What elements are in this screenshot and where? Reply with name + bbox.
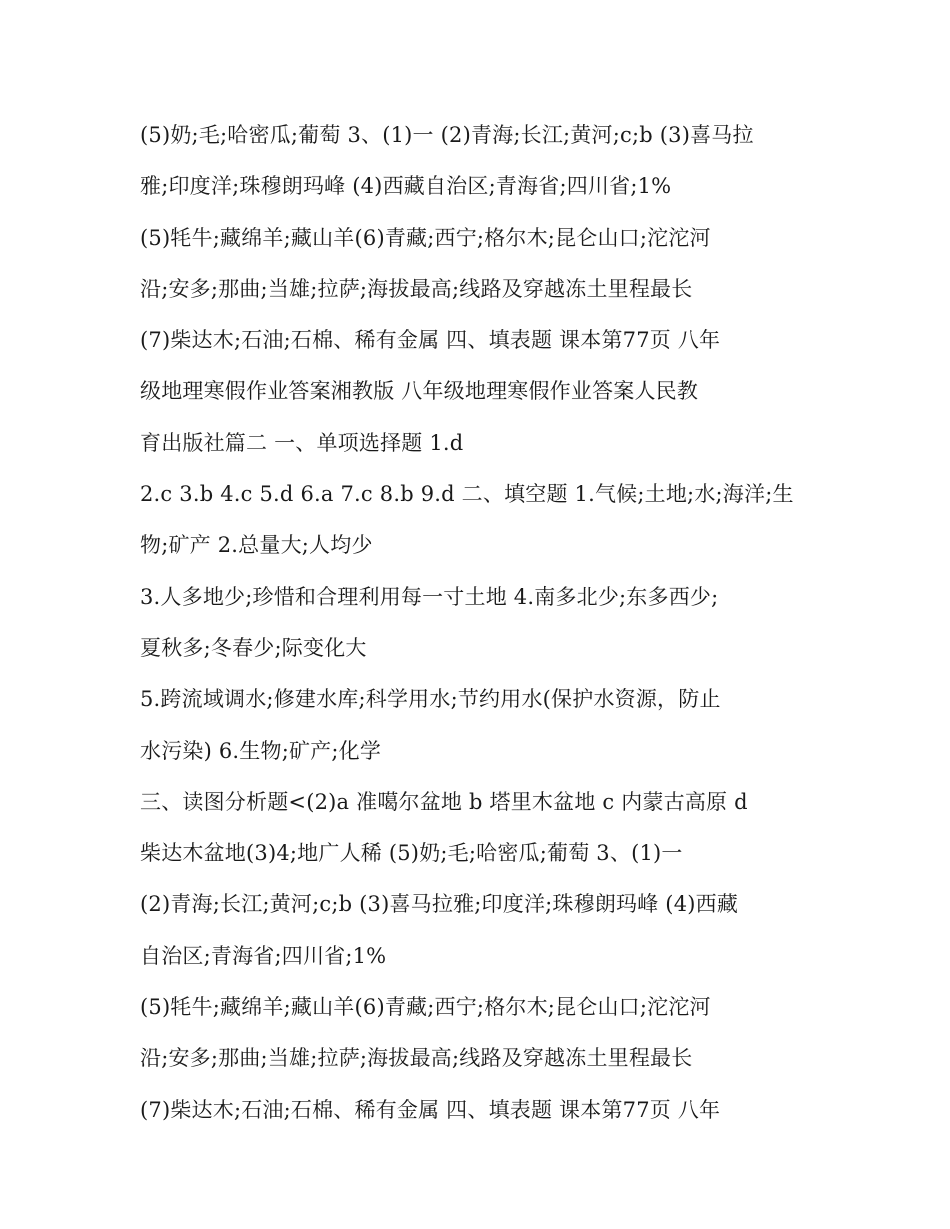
text-line: 级地理寒假作业答案湘教版 八年级地理寒假作业答案人民教 bbox=[140, 379, 699, 404]
text-line: 三、读图分析题<(2)a 准噶尔盆地 b 塔里木盆地 c 内蒙古高原 d bbox=[140, 789, 748, 814]
document-body bbox=[140, 110, 820, 1136]
text-line: (5)奶;毛;哈密瓜;葡萄 3、(1)一 (2)青海;长江;黄河;c;b (3)喜马拉 bbox=[140, 123, 754, 147]
text-line: 2.c 3.b 4.c 5.d 6.a 7.c 8.b 9.d 二、填空题 1.气候;土地;水;海洋;生 bbox=[140, 482, 794, 507]
text-line: 雅;印度洋;珠穆朗玛峰 (4)西藏自治区;青海省;四川省;1% bbox=[140, 174, 672, 199]
text-line: (7)柴达木;石油;石棉、稀有金属 四、填表题 课本第77页 八年 bbox=[140, 1097, 721, 1122]
text-line: (2)青海;长江;黄河;c;b (3)喜马拉雅;印度洋;珠穆朗玛峰 (4)西藏 bbox=[140, 892, 739, 917]
text-line: 水污染) 6.生物;矿产;化学 bbox=[140, 738, 382, 763]
text-line: 自治区;青海省;四川省;1% bbox=[140, 943, 387, 968]
text-line: (5)牦牛;藏绵羊;藏山羊(6)青藏;西宁;格尔木;昆仑山口;沱沱河 bbox=[140, 995, 711, 1020]
text-line: (7)柴达木;石油;石棉、稀有金属 四、填表题 课本第77页 八年 bbox=[140, 328, 721, 353]
text-line: 沿;安多;那曲;当雄;拉萨;海拔最高;线路及穿越冻土里程最长 bbox=[140, 1046, 693, 1071]
text-line: 3.人多地少;珍惜和合理利用每一寸土地 4.南多北少;东多西少; bbox=[140, 584, 719, 609]
text-line: 物;矿产 2.总量大;人均少 bbox=[140, 533, 373, 558]
text-line: 5.跨流域调水;修建水库;科学用水;节约用水(保护水资源，防止 bbox=[140, 687, 721, 712]
text-line: (5)牦牛;藏绵羊;藏山羊(6)青藏;西宁;格尔木;昆仑山口;沱沱河 bbox=[140, 225, 711, 250]
text-line: 柴达木盆地(3)4;地广人稀 (5)奶;毛;哈密瓜;葡萄 3、(1)一 bbox=[140, 841, 683, 866]
text-line: 夏秋多;冬春少;际变化大 bbox=[140, 635, 367, 660]
text-line: 育出版社篇二 一、单项选择题 1.d bbox=[140, 430, 464, 455]
text-line: 沿;安多;那曲;当雄;拉萨;海拔最高;线路及穿越冻土里程最长 bbox=[140, 276, 693, 301]
